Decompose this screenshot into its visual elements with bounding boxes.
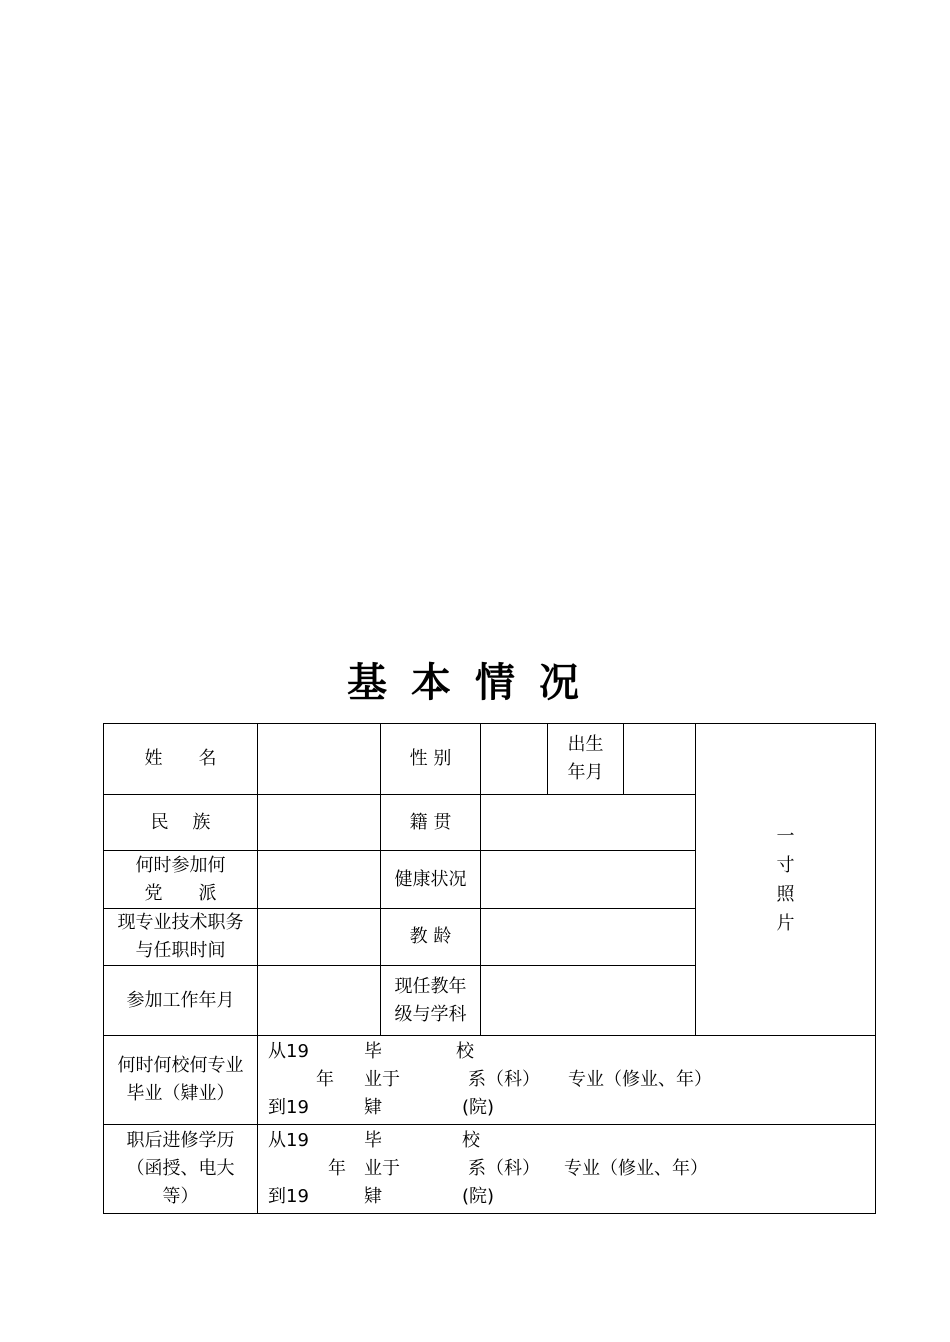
professional-title-line2: 与任职时间 (135, 940, 226, 961)
work-start-field[interactable] (258, 966, 381, 1036)
college-text: (院) (462, 1186, 495, 1207)
further-study-field[interactable] (258, 1125, 876, 1214)
photo-char: 照 (776, 883, 795, 905)
native-place-label: 籍 贯 (381, 795, 481, 851)
party-label-line1: 何时参加何 (135, 854, 226, 876)
graduation-label-line2: 毕业（肄业） (126, 1083, 235, 1104)
further-study-line-from (268, 1127, 875, 1155)
further-study-label-line3: 等） (162, 1186, 199, 1207)
party-label-line2: 党 派 (144, 882, 217, 904)
subject-label-line1: 现任教年 (394, 975, 467, 997)
teaching-years-label: 教 龄 (381, 909, 481, 966)
native-place-field[interactable] (481, 795, 696, 851)
teaching-years-field[interactable] (481, 909, 696, 966)
from-year-text: 从19 (268, 1041, 309, 1062)
ethnicity-field[interactable] (258, 795, 381, 851)
graduated-from-text: 业于 (364, 1069, 400, 1090)
department-text: 系（科） (468, 1158, 540, 1179)
professional-title-field[interactable] (258, 909, 381, 966)
school-text: 校 (456, 1041, 474, 1062)
party-field[interactable] (258, 851, 381, 909)
further-study-label (104, 1125, 258, 1214)
incomplete-char: 肄 (364, 1186, 382, 1207)
page-title: 基本情况 (347, 660, 603, 706)
major-text: 专业（修业、年） (568, 1069, 712, 1090)
to-year-text: 到19 (268, 1186, 309, 1207)
photo-char: 片 (776, 912, 795, 934)
photo-char: 寸 (776, 854, 795, 876)
incomplete-char: 肄 (364, 1097, 382, 1118)
gender-label: 性 别 (381, 724, 481, 795)
subject-field[interactable] (481, 966, 696, 1036)
department-text: 系（科） (468, 1069, 540, 1090)
major-text: 专业（修业、年） (564, 1158, 708, 1179)
graduation-line-from (268, 1038, 875, 1066)
graduated-from-text: 业于 (364, 1158, 400, 1179)
further-study-line-to (268, 1183, 875, 1211)
from-year-text: 从19 (268, 1130, 309, 1151)
subject-label-line2: 级与学科 (394, 1003, 467, 1025)
birth-label-line1: 出生 (567, 734, 604, 755)
birth-label-line2: 年月 (567, 762, 604, 783)
graduation-line-to (268, 1094, 875, 1122)
name-field[interactable] (258, 724, 381, 795)
graduation-field[interactable] (258, 1036, 876, 1125)
further-study-label-line2: （函授、电大 (126, 1158, 235, 1179)
work-start-label: 参加工作年月 (104, 966, 258, 1036)
birth-label (548, 724, 624, 795)
college-text: (院) (462, 1097, 495, 1118)
graduation-label (104, 1036, 258, 1125)
further-study-line-major (268, 1155, 875, 1183)
further-study-label-line1: 职后进修学历 (126, 1130, 235, 1151)
subject-label (381, 966, 481, 1036)
photo-box (696, 724, 876, 1036)
graduation-label-line1: 何时何校何专业 (117, 1055, 244, 1076)
ethnicity-label: 民 族 (104, 795, 258, 851)
professional-title-line1: 现专业技术职务 (117, 912, 244, 933)
graduation-line-major (268, 1066, 875, 1094)
school-text: 校 (462, 1130, 480, 1151)
name-label: 姓 名 (104, 724, 258, 795)
to-year-text: 到19 (268, 1097, 309, 1118)
basic-info-table (103, 723, 876, 1214)
professional-title-label (104, 909, 258, 966)
health-label: 健康状况 (381, 851, 481, 909)
photo-char: 一 (776, 825, 795, 847)
graduate-char: 毕 (364, 1130, 382, 1151)
gender-field[interactable] (481, 724, 548, 795)
year-text: 年 (316, 1069, 334, 1090)
birth-field[interactable] (624, 724, 696, 795)
year-text: 年 (328, 1158, 346, 1179)
graduate-char: 毕 (364, 1041, 382, 1062)
party-label (104, 851, 258, 909)
health-field[interactable] (481, 851, 696, 909)
